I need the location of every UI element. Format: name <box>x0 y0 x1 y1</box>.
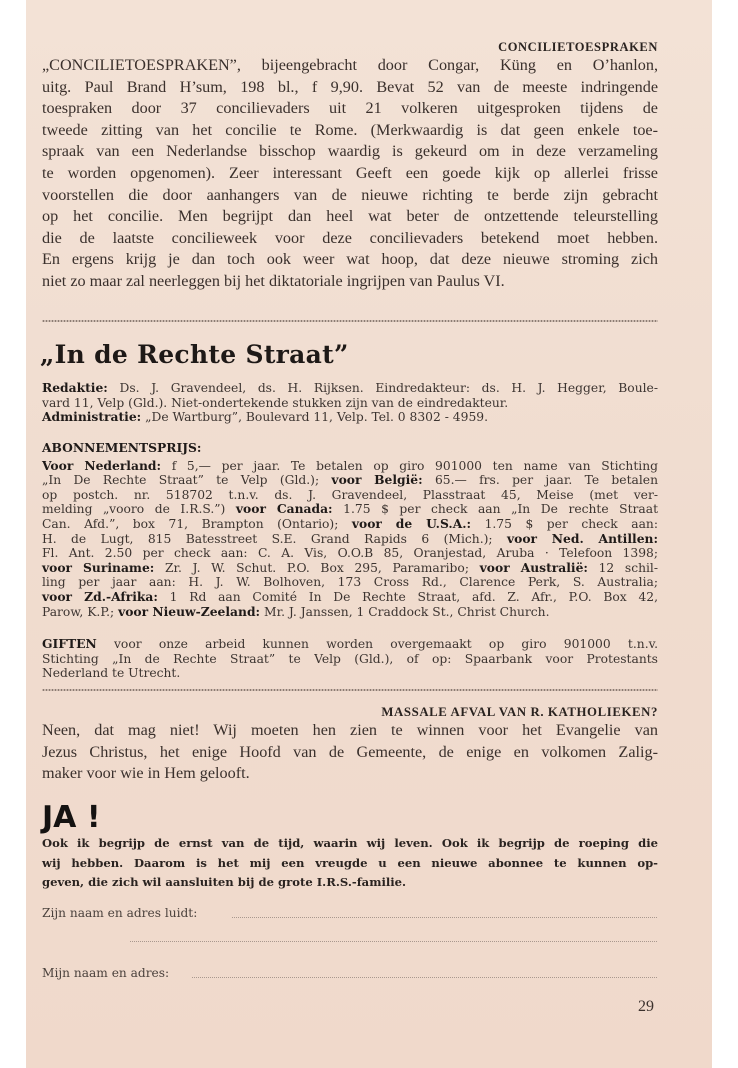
price-text: Parow, K.P.; <box>42 604 119 619</box>
magazine-title: „In de Rechte Straat” <box>40 340 349 369</box>
giften-text: Nederland te Utrecht. <box>42 666 181 681</box>
magazine-page <box>26 0 712 1068</box>
price-text: f 5,— per jaar. Te betalen op giro 901000 ten name van Stichting <box>161 458 658 473</box>
administratie-text: „De Wartburg”, Boulevard 11, Velp. Tel. 0 8302 - 4959. <box>141 410 488 425</box>
text-line: „CONCILIETOESPRAKEN”, bijeengebracht door Congar, Küng en O’hanlon, <box>42 56 658 74</box>
text-line: tweede zitting van het concilie te Rome. (Merkwaardig is dat geen enkele toe- <box>42 120 658 139</box>
price-label-be: voor België: <box>331 472 423 488</box>
referral-address-line-2[interactable] <box>130 941 658 942</box>
wavy-divider <box>42 688 658 692</box>
text-line: uitg. Paul Brand H’sum, 198 bl., f 9,90. Bevat 52 van de meeste indringende <box>42 77 658 96</box>
price-text: 1 Rd aan Comité In De Rechte Straat, afd. Z. Afr., P.O. Box 42, <box>157 589 659 604</box>
text-line: Ook ik begrijp de ernst van de tijd, waarin wij leven. Ook ik begrijp de roeping die <box>42 836 658 850</box>
price-text: melding „vooro de I.R.S.”) <box>42 502 236 517</box>
price-text: Fl. Ant. 2.50 per check aan: C. A. Vis, O.O.B 85, Oranjestad, Aruba · Telefoon 1398; <box>42 546 658 561</box>
price-text: op postch. nr. 518702 t.n.v. ds. J. Gravendeel, Plasstraat 45, Meise (met ver- <box>42 487 658 502</box>
giften-label: GIFTEN <box>42 636 97 651</box>
redaktie-text: Ds. J. Gravendeel, ds. H. Rijksen. Eindredakteur: ds. H. J. Hegger, Boule- <box>107 381 658 395</box>
abonnement-block <box>42 441 658 619</box>
signup-heading: JA ! <box>42 800 101 835</box>
referral-address-field-2[interactable] <box>42 926 658 946</box>
page-number: 29 <box>638 998 654 1015</box>
text-line: En ergens krijg je dan toch ook weer wat hoop, dat deze nieuwe stroming zich <box>42 250 658 269</box>
referral-address-line-1[interactable] <box>232 917 658 918</box>
text-line: toespraken door 37 concilievaders uit 21 volkeren uitgesproken tijdens de <box>42 99 658 118</box>
abonnement-heading: ABONNEMENTSPRIJS: <box>42 440 202 455</box>
redaktie-label: Redaktie: <box>42 380 108 395</box>
text-line: Jezus Christus, het enige Hoofd van de Gemeente, de enige en volkomen Zalig- <box>42 742 658 761</box>
review-section-title: CONCILIETOESPRAKEN <box>498 40 658 54</box>
text-line: Neen, dat mag niet! Wij moeten hen zien te winnen voor het Evangelie van <box>42 721 658 739</box>
price-label-za: voor Zd.-Afrika: <box>42 588 158 604</box>
price-label-an: voor Ned. Antillen: <box>506 530 659 546</box>
giften-block <box>42 637 658 681</box>
text-line: die de laatste concilieweek voor deze concilievaders betekend moet hebben. <box>42 228 658 247</box>
administratie-label: Administratie: <box>42 409 142 425</box>
price-label-nz: voor Nieuw-Zeeland: <box>118 603 261 619</box>
signup-body <box>42 834 658 893</box>
price-text: ling per jaar aan: H. J. W. Bolhoven, 173 Cross Rd., Clarence Perk, S. Australia; <box>42 575 658 590</box>
review-body <box>42 55 658 293</box>
own-address-label: Mijn naam en adres: <box>42 966 170 980</box>
article-body <box>42 720 658 785</box>
price-text: 1.75 $ per check aan: <box>471 516 658 531</box>
article-section-title: MASSALE AFVAL VAN R. KATHOLIEKEN? <box>381 705 658 719</box>
text-line: maker voor wie in Hem gelooft. <box>42 764 250 783</box>
text-line: spraak van een Nederlandse bisschop waardig is gekeurd om in deze verzameling <box>42 142 658 161</box>
referral-address-field[interactable] <box>42 902 658 922</box>
redaktie-text-2: vard 11, Velp (Gld.). Niet-ondertekende stukken zijn van de eindredakteur. <box>42 395 509 410</box>
text-line: te worden opgenomen). Zeer interessant Geeft een goede kijk op allerlei frisse <box>42 163 658 182</box>
price-text: „In De Rechte Straat” te Velp (Gld.); <box>42 473 332 488</box>
own-address-field[interactable] <box>42 962 658 982</box>
price-text: 65.— frs. per jaar. Te betalen <box>422 473 658 488</box>
price-text: 12 schil- <box>587 560 659 575</box>
own-address-line[interactable] <box>192 977 658 978</box>
price-text: Zr. J. W. Schut. P.O. Box 295, Paramaribo; <box>154 560 480 575</box>
text-line: wij hebben. Daarom is het mij een vreugde u een nieuwe abonnee te kunnen op- <box>42 855 658 870</box>
text-line: niet zo maar zal neerleggen bij het diktatoriale ingrijpen van Paulus VI. <box>42 271 505 290</box>
price-label-nl: Voor Nederland: <box>42 457 162 473</box>
text-line: geven, die zich wil aansluiten bij de grote I.R.S.-familie. <box>42 875 407 889</box>
giften-text: voor onze arbeid kunnen worden overgemaakt op giro 901000 t.n.v. <box>96 637 658 651</box>
referral-address-label: Zijn naam en adres luidt: <box>42 906 198 920</box>
price-label-ca: voor Canada: <box>235 501 333 517</box>
text-line: op het concilie. Men begrijpt dan heel wat beter de ontzettende teleurstelling <box>42 207 658 226</box>
price-label-au: voor Australië: <box>479 559 588 575</box>
price-text: H. de Lugt, 815 Batesstreet S.E. Grand Rapids 6 (Mich.); <box>42 531 507 546</box>
redaktie-block <box>42 381 658 425</box>
text-line: voorstellen die door aanhangers van de nieuwe richting te berde zijn gebracht <box>42 185 658 204</box>
giften-text: Stichting „In de Rechte Straat” te Velp (Gld.), of op: Spaarbank voor Protestants <box>42 651 658 666</box>
price-text: Mr. J. Janssen, 1 Craddock St., Christ Church. <box>260 604 550 619</box>
wavy-divider <box>42 319 658 323</box>
price-label-us: voor de U.S.A.: <box>351 515 472 531</box>
price-text: 1.75 $ per check aan „In De rechte Straat <box>332 502 659 517</box>
price-text: Can. Afd.”, box 71, Brampton (Ontario); <box>42 516 352 531</box>
price-label-sr: voor Suriname: <box>42 559 155 575</box>
